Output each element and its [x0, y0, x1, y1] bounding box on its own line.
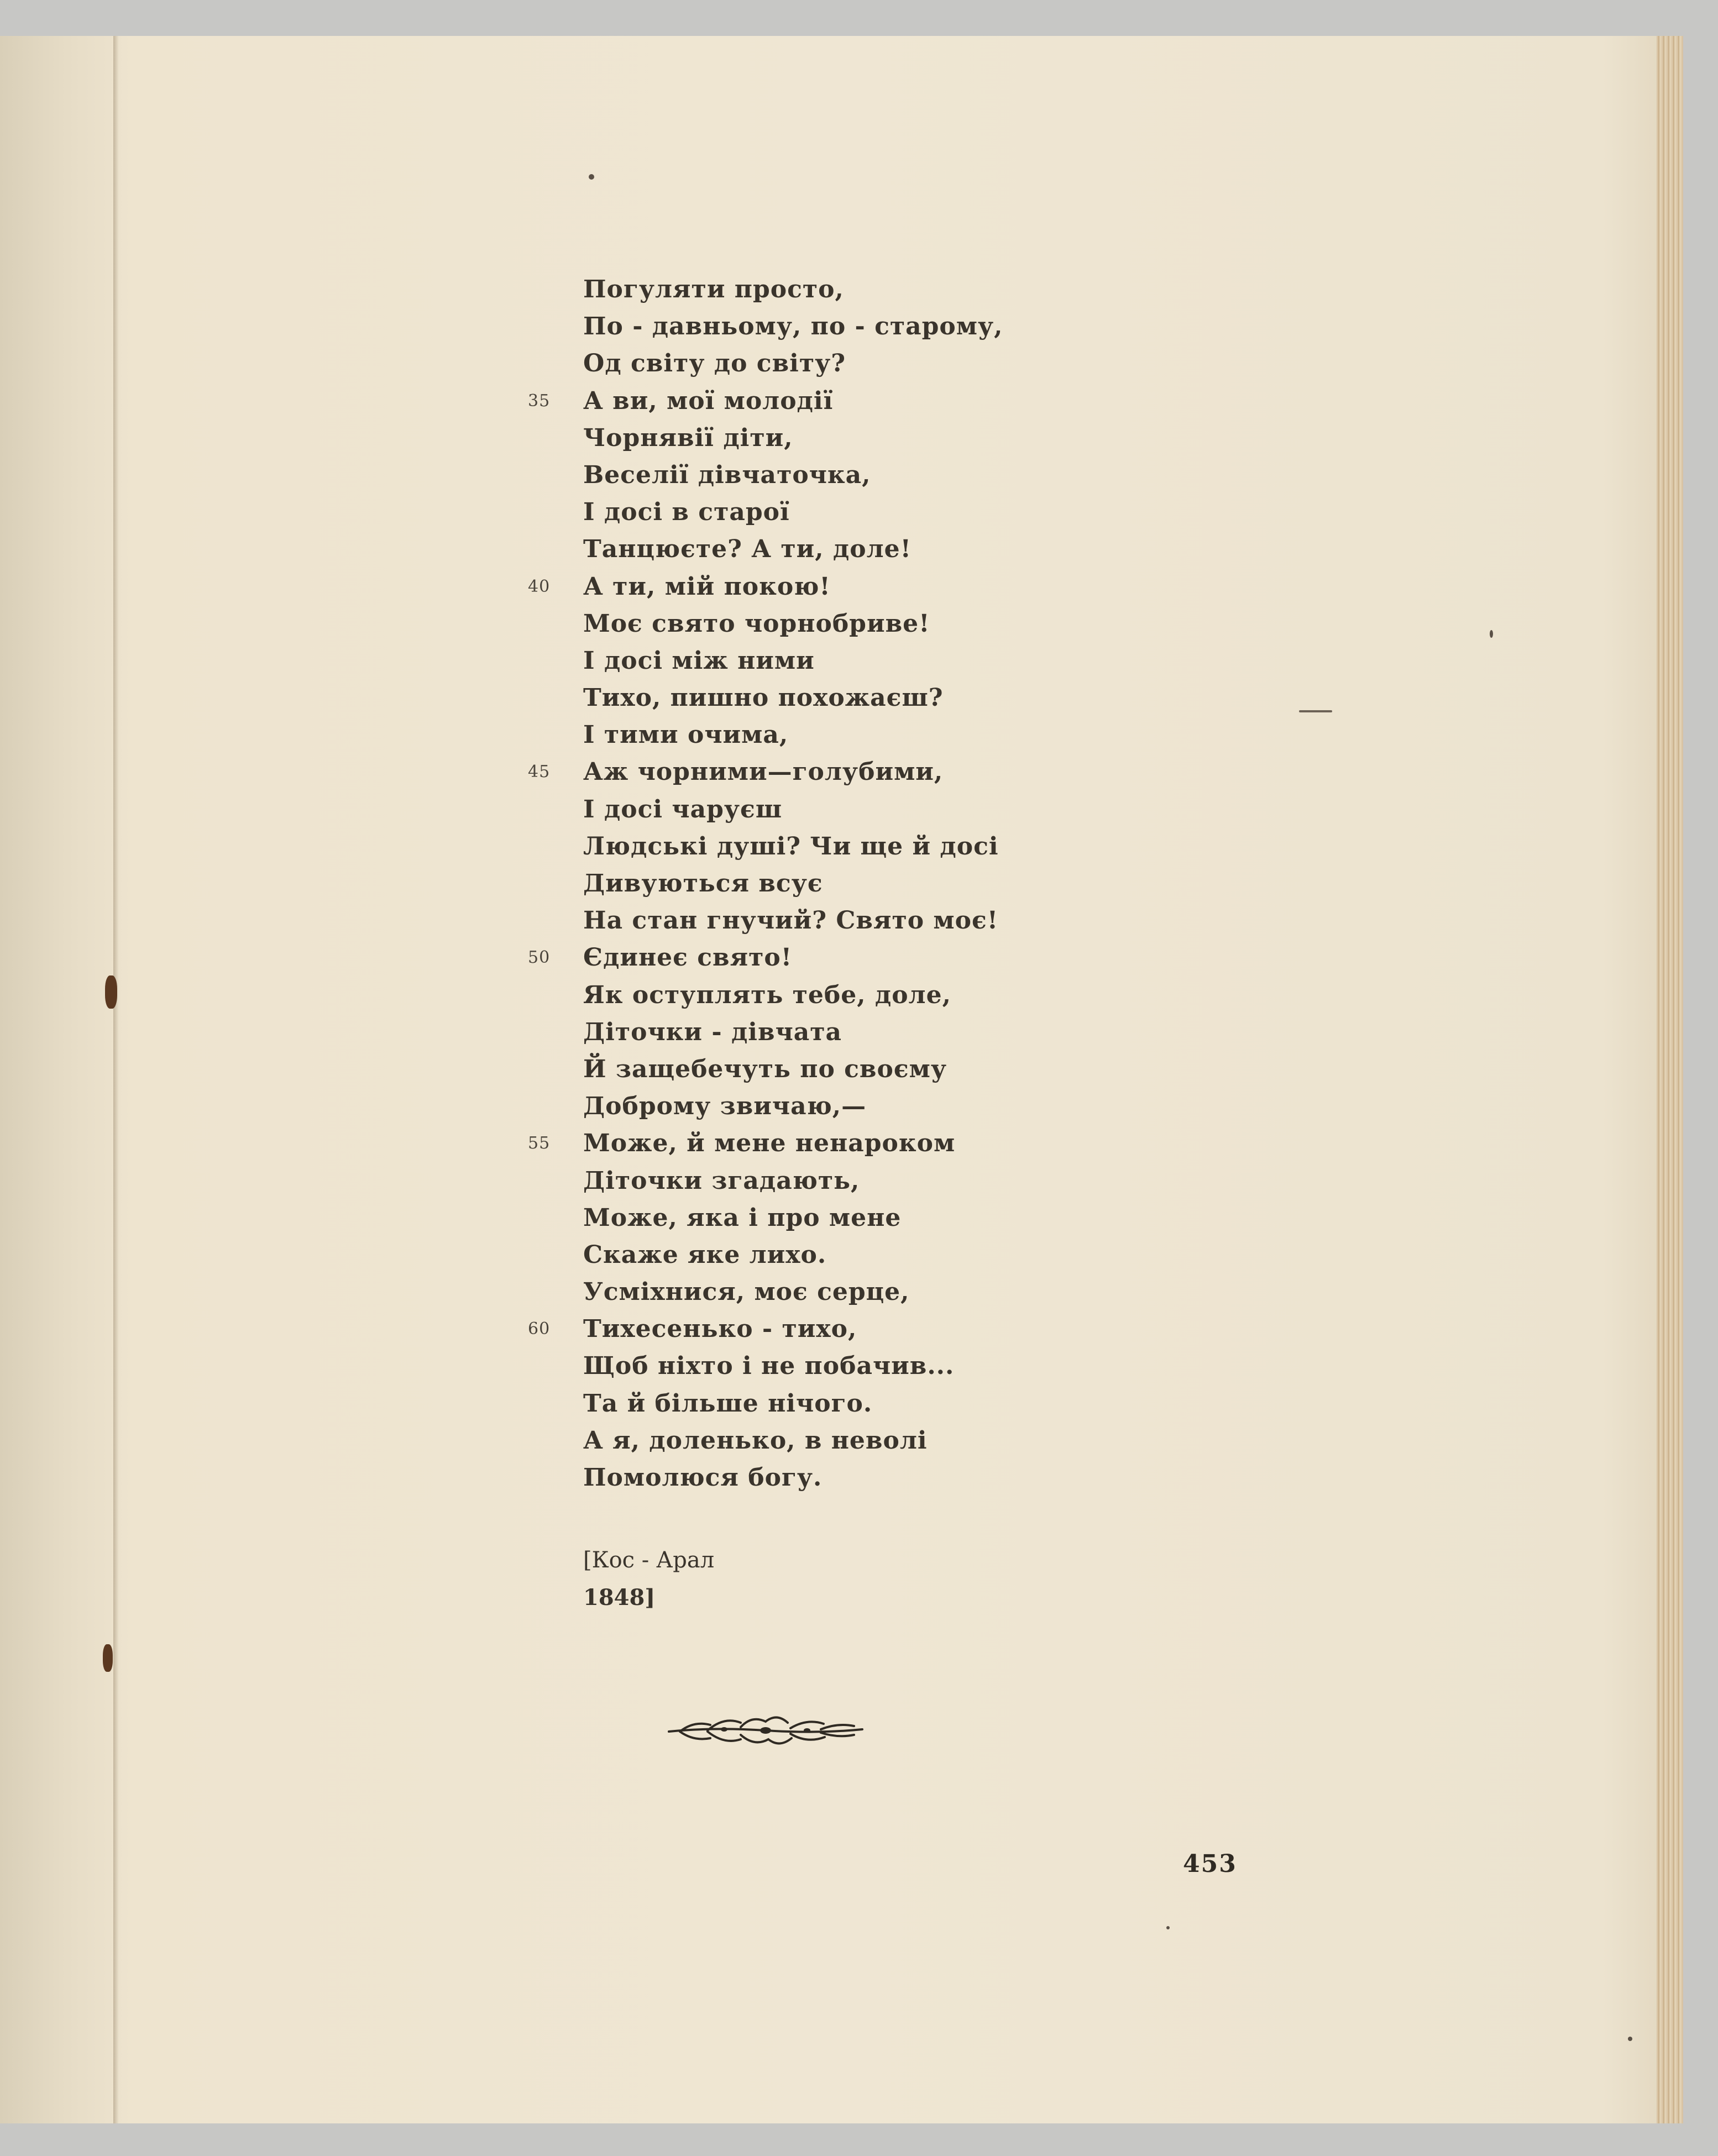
poem-line-text: Й защебечуть по своєму — [583, 1055, 947, 1083]
line-number: 60 — [528, 1319, 551, 1339]
poem-line-text: На стан гнучий? Свято моє! — [583, 906, 999, 935]
line-number: 40 — [528, 576, 551, 596]
poem-line — [583, 679, 1136, 716]
poem-line-text: Доброму звичаю,— — [583, 1092, 867, 1121]
poem-line-text: Діточки - дівчата — [583, 1017, 842, 1046]
poem-line — [583, 531, 1136, 568]
paper-speck — [1628, 2037, 1632, 2041]
poem-line-text: І досі чаруєш — [583, 795, 783, 823]
poem-line — [583, 308, 1136, 345]
poem-line-text: Аж чорними—голубими, — [583, 758, 944, 786]
poem-line — [583, 1347, 1136, 1384]
poem-line — [583, 642, 1136, 679]
poem-line-text: Танцюєте? А ти, доле! — [583, 535, 912, 564]
poem-line — [528, 568, 1136, 605]
signature-place: [Кос - Арал — [583, 1548, 715, 1573]
poem-line-text: І досі між ними — [583, 646, 815, 675]
poem-line-text: І досі в старої — [583, 498, 790, 527]
signature-year: 1848] — [583, 1585, 656, 1611]
poem-line — [528, 1125, 1136, 1162]
poem-line-text: А ви, мої молодії — [583, 386, 834, 415]
poem-line — [583, 419, 1136, 457]
poem-line — [583, 1459, 1136, 1496]
line-number: 55 — [528, 1134, 551, 1153]
paper-speck — [1490, 630, 1493, 638]
paper-speck — [589, 174, 594, 180]
poem-line — [583, 977, 1136, 1014]
poem-line-text: Діточки згадають, — [583, 1166, 860, 1195]
poem-line-text: Та й більше нічого. — [583, 1389, 873, 1418]
poem-line — [583, 1236, 1136, 1273]
paper-speck — [1166, 1926, 1170, 1929]
poem-line — [583, 271, 1136, 308]
line-number: 35 — [528, 391, 551, 411]
poem-line-text: Усміхнися, моє серце, — [583, 1278, 910, 1307]
page-edge — [1657, 36, 1683, 2123]
poem-line — [583, 1051, 1136, 1088]
paper-speck — [1299, 710, 1332, 712]
poem-line — [583, 865, 1136, 902]
poem-line-text: Як оступлять тебе, доле, — [583, 980, 951, 1009]
poem-line-text: Скаже яке лихо. — [583, 1240, 827, 1269]
poem-line-text: Од світу до світу? — [583, 349, 846, 378]
poem-line — [583, 457, 1136, 494]
poem-line — [583, 345, 1136, 382]
poem-line — [583, 1162, 1136, 1199]
poem-line-text: Щоб ніхто і не побачив... — [583, 1352, 955, 1381]
poem-line — [583, 828, 1136, 865]
binding-gutter — [113, 36, 119, 2123]
binding-thread-mark — [103, 1644, 113, 1672]
poem-line — [528, 1310, 1136, 1347]
scanned-page — [0, 36, 1683, 2123]
poem-line-text: Може, яка і про мене — [583, 1203, 902, 1232]
poem-line-text: Веселії дівчаточка, — [583, 460, 871, 489]
poem-line — [583, 902, 1136, 939]
poem-line-text: Тихесенько - тихо, — [583, 1315, 857, 1344]
binding-thread-mark — [105, 975, 117, 1009]
poem-line — [583, 1088, 1136, 1125]
poem-line-text: По - давньому, по - старому, — [583, 312, 1003, 341]
poem-line-text: Людські душі? Чи ще й досі — [583, 832, 999, 861]
poem-line — [583, 1199, 1136, 1236]
page-number: 453 — [1183, 1850, 1237, 1878]
poem-line — [583, 1422, 1136, 1459]
poem-line-text: Погуляти просто, — [583, 275, 844, 303]
poem-line — [583, 1385, 1136, 1422]
poem-line — [583, 494, 1136, 531]
poem-line — [583, 791, 1136, 828]
poem-line-text: Тихо, пишно похожаєш? — [583, 684, 944, 712]
poem-line-text: А ти, мій покою! — [583, 572, 831, 601]
poem-text — [528, 271, 1136, 1496]
poem-line — [528, 753, 1136, 790]
place-date-signature — [583, 1542, 714, 1616]
line-number: 45 — [528, 762, 551, 782]
poem-line-text: Чорнявії діти, — [583, 423, 793, 452]
poem-line — [528, 939, 1136, 976]
poem-line — [583, 1273, 1136, 1310]
poem-line — [583, 716, 1136, 753]
laurel-ornament-icon — [663, 1711, 868, 1749]
poem-line — [583, 1014, 1136, 1051]
poem-line-text: Моє свято чорнобриве! — [583, 609, 930, 638]
line-number: 50 — [528, 948, 551, 968]
poem-line — [528, 382, 1136, 419]
poem-line-text: Помолюся богу. — [583, 1463, 823, 1492]
poem-line-text: Дивуються всує — [583, 869, 823, 898]
poem-line-text: Може, й мене ненароком — [583, 1129, 956, 1158]
poem-line-text: І тими очима, — [583, 721, 789, 749]
poem-line-text: Єдинеє свято! — [583, 943, 793, 972]
poem-line-text: А я, доленько, в неволі — [583, 1426, 928, 1455]
poem-line — [583, 605, 1136, 642]
